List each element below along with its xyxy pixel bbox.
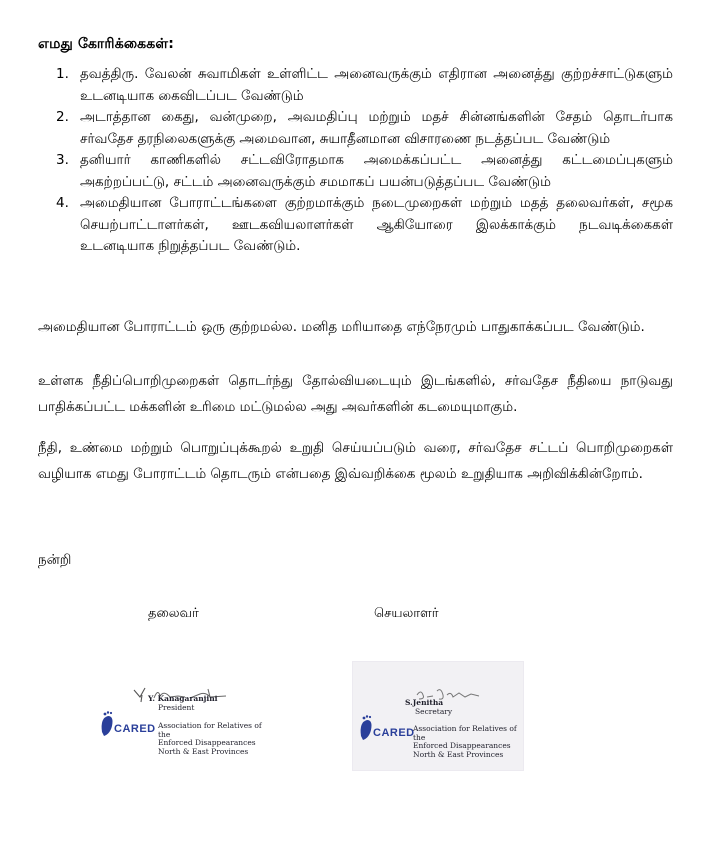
demand-text: தவத்திரு. வேலன் சுவாமிகள் உள்ளிட்ட அனைவருக்கும் எதிரான அனைத்து குற்றச்சாட்டுகளும் உடனடியாக கைவிடப்பட வேண்டும்: [80, 66, 673, 104]
org-line: Association for Relatives of the: [413, 724, 517, 742]
demand-number: 2.: [56, 109, 69, 125]
closing-thanks: நன்றி: [38, 552, 72, 568]
president-title: President: [158, 702, 195, 712]
org-line: Association for Relatives of the: [158, 721, 262, 739]
president-org: [158, 722, 268, 756]
demand-text: அமைதியான போராட்டங்களை குற்றமாக்கும் நடைமுறைகள் மற்றும் மதத் தலைவர்கள், சமூக செயற்பாட்டாளர்கள், ஊடகவியலாளர்கள் ஆகியோரை இலக்காக்கும் நடவடிக்கைகள் உடனடியாக நிறுத்தப்பட வேண்டும்.: [80, 195, 673, 254]
demand-number: 4.: [56, 195, 69, 211]
secretary-org: [413, 725, 523, 759]
org-line: Enforced Disappearances: [158, 738, 256, 748]
secretary-signature-block: [352, 661, 524, 771]
secretary-title: Secretary: [415, 706, 453, 716]
paragraph-commitment: நீதி, உண்மை மற்றும் பொறுப்புக்கூறல் உறுதி செய்யப்படும் வரை, சர்வதேச சட்டப் பொறிமுறைகள் வழியாக எமது போராட்டம் தொடரும் என்பதை இவ்வறிக்கை மூலம் உறுதியாக அறிவிக்கின்றோம்.: [38, 440, 673, 482]
role-secretary: செயலாளர்: [374, 606, 439, 621]
org-line: Enforced Disappearances: [413, 741, 511, 751]
demand-item: [56, 150, 673, 193]
org-line: North & East Provinces: [158, 746, 249, 756]
cared-logo-text: CARED: [114, 723, 156, 735]
cared-logo-text: CARED: [373, 727, 415, 739]
demand-item: [56, 107, 673, 150]
demands-list: [56, 64, 673, 258]
paragraph-peaceful-protest: அமைதியான போராட்டம் ஒரு குற்றமல்ல. மனித மரியாதை எந்நேரமும் பாதுகாக்கப்பட வேண்டும்.: [38, 319, 645, 335]
demand-text: அடாத்தான கைது, வன்முறை, அவமதிப்பு மற்றும் மதச் சின்னங்களின் சேதம் தொடர்பாக சர்வதேச தரநிலைகளுக்கு அமைவான, சுயாதீனமான விசாரணை நடத்தப்பட வேண்டும்: [80, 109, 673, 147]
president-stamp-caption: [148, 695, 268, 712]
org-line: North & East Provinces: [413, 749, 504, 759]
paragraph-international-justice: உள்ளக நீதிப்பொறிமுறைகள் தொடர்ந்து தோல்வியடையும் இடங்களில், சர்வதேச நீதியை நாடுவது பாதிக்கப்பட்ட மக்களின் உரிமை மட்டுமல்ல அது அவர்களின் கடமையுமாகும்.: [38, 373, 673, 415]
secretary-name: S.Jenitha: [405, 698, 444, 707]
demands-heading: எமது கோரிக்கைகள்:: [38, 36, 175, 52]
president-name: Y. Kanagaranjini: [148, 694, 218, 703]
secretary-stamp-caption: [405, 699, 523, 716]
demand-item: [56, 193, 673, 258]
president-signature-block: [96, 680, 266, 760]
role-president: தலைவர்: [148, 606, 199, 621]
demand-number: 1.: [56, 66, 69, 82]
demand-number: 3.: [56, 152, 69, 168]
demand-text: தனியார் காணிகளில் சட்டவிரோதமாக அமைக்கப்பட்ட அனைத்து கட்டமைப்புகளும் அகற்றப்பட்டு, சட்டம் அனைவருக்கும் சமமாகப் பயன்படுத்தப்பட வேண்டும்: [80, 152, 673, 190]
demand-item: [56, 64, 673, 107]
